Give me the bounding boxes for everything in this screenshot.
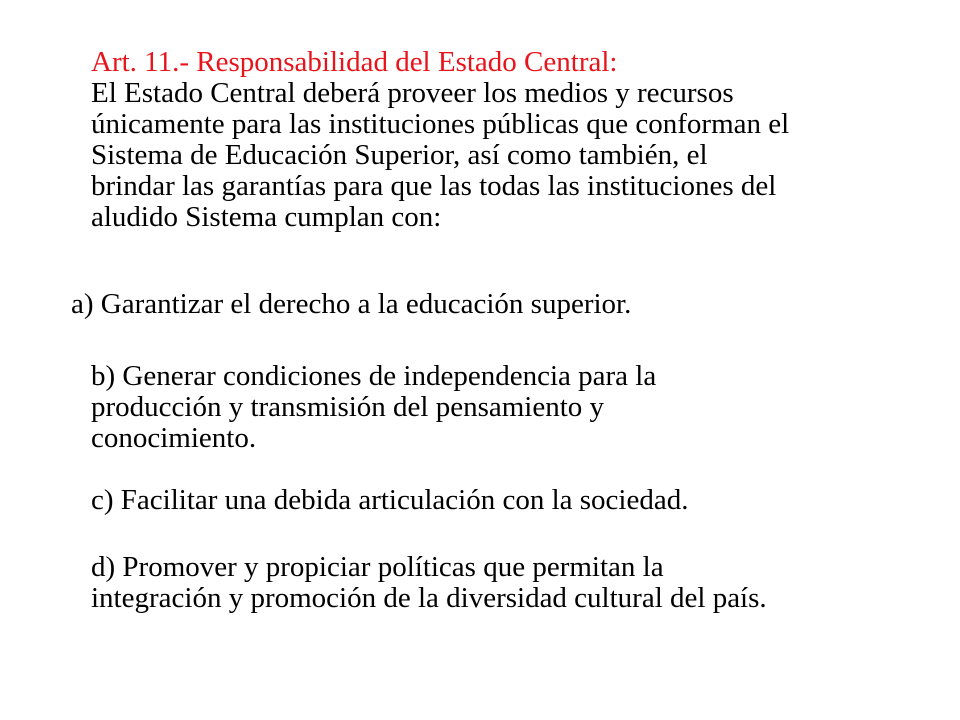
article-line-3: Sistema de Educación Superior, así como también, el [91,139,708,171]
list-item-d [91,552,767,614]
item-b-line-2: producción y transmisión del pensamiento y [91,391,605,423]
article-title: Art. 11.- Responsabilidad del Estado Central: [91,46,618,78]
item-d-line-1: d) Promover y propiciar políticas que permitan la [91,551,664,583]
list-item-c [91,485,688,516]
article-line-1: El Estado Central deberá proveer los medios y recursos [91,77,734,109]
item-c-line-1: c) Facilitar una debida articulación con la sociedad. [91,484,689,516]
article-line-5: aludido Sistema cumplan con: [91,201,442,233]
article-line-4: brindar las garantías para que las todas las instituciones del [91,170,777,202]
item-b-line-3: conocimiento. [91,422,257,454]
item-b-line-1: b) Generar condiciones de independencia para la [91,360,657,392]
article-line-2: únicamente para las instituciones públicas que conforman el [91,108,790,140]
article-block [91,47,789,233]
item-a-line-1: a) Garantizar el derecho a la educación superior. [71,288,632,320]
item-d-line-2: integración y promoción de la diversidad cultural del país. [91,582,767,614]
list-item-b [91,361,656,454]
list-item-a [71,289,631,320]
